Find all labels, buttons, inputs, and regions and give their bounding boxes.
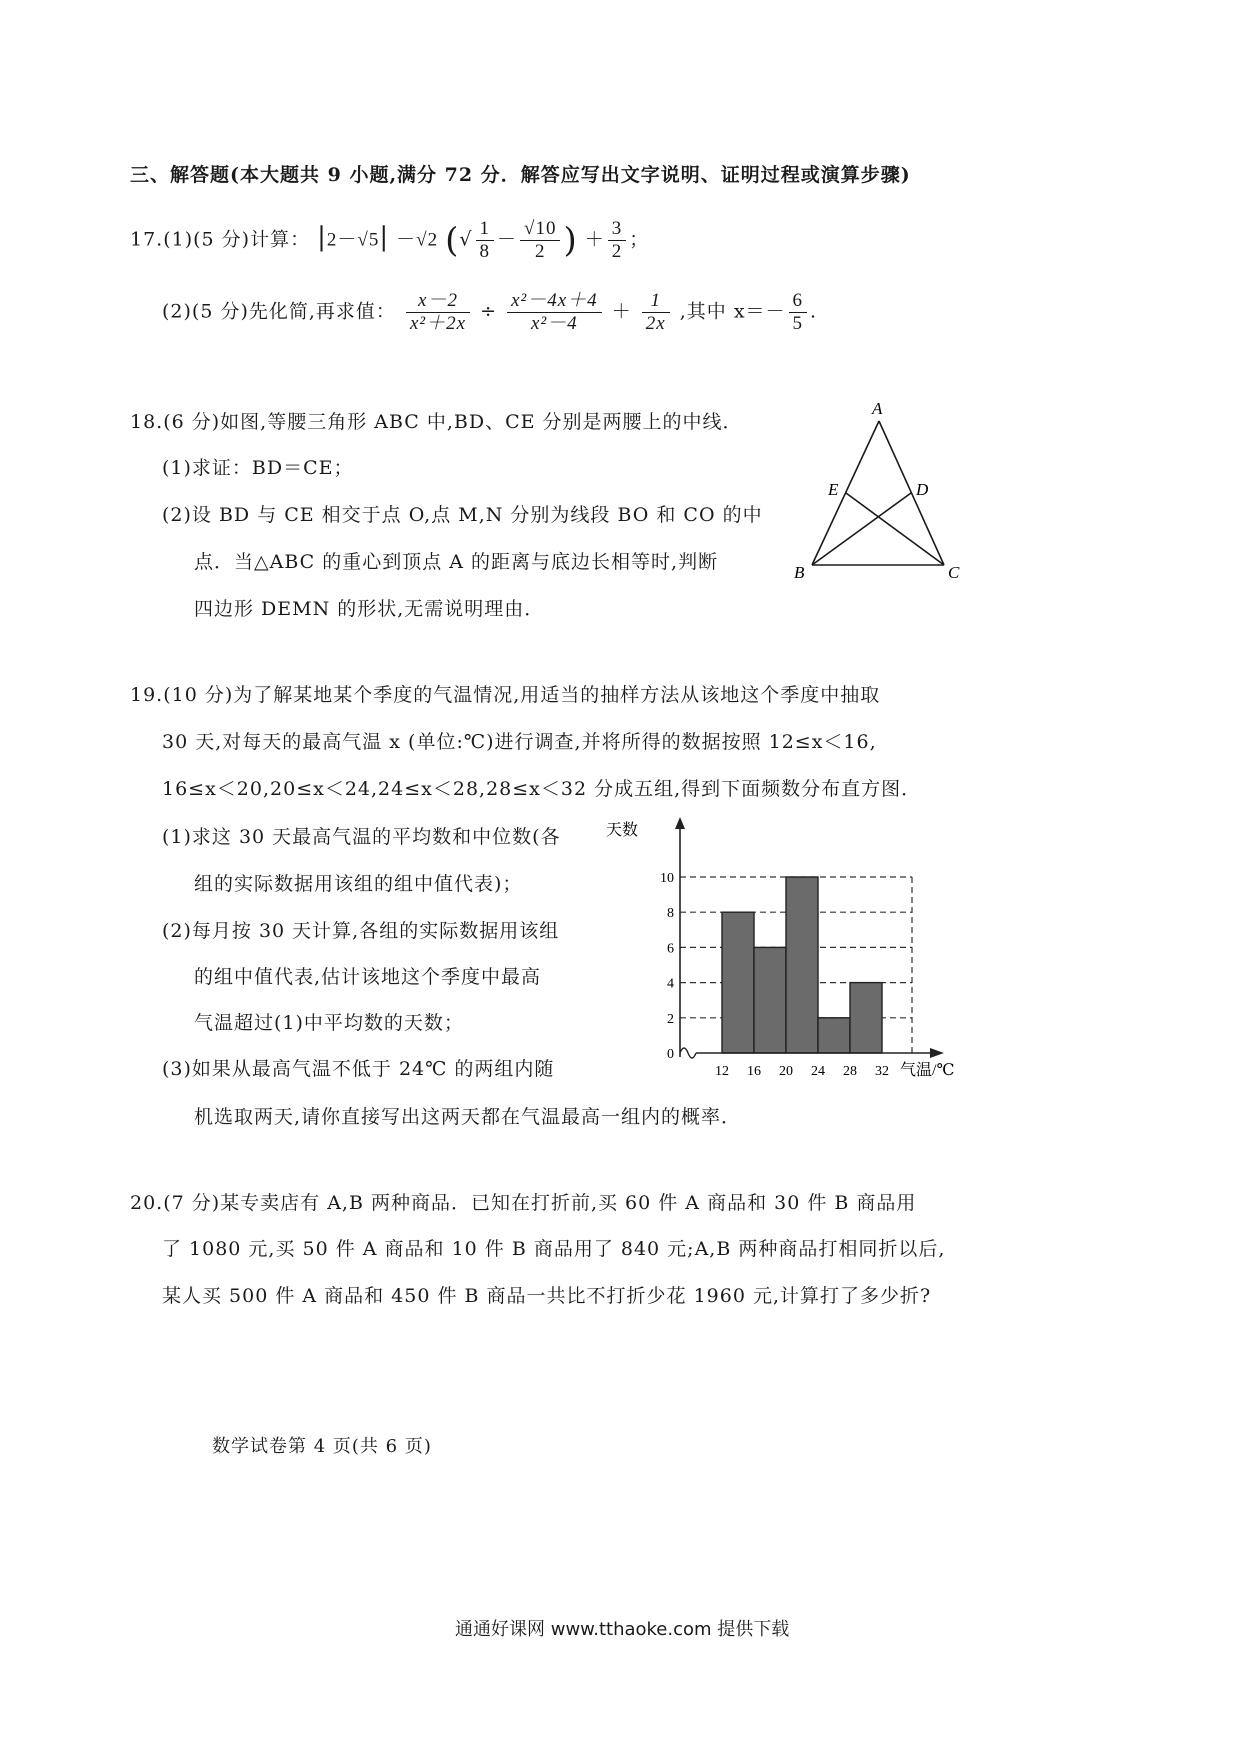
q17-part2 — [162, 290, 817, 335]
q17-plus: ＋ — [584, 228, 605, 251]
x-tick-32: 32 — [875, 1064, 889, 1079]
q19-sub2a: (2)每月按 30 天计算,各组的实际数据用该组 — [162, 920, 560, 942]
watermark-footer: 通通好课网 www.tthaoke.com 提供下载 — [455, 1619, 790, 1640]
y-tick-4: 4 — [667, 976, 674, 992]
q19-line1: 19.(10 分)为了解某地某个季度的气温情况,用适当的抽样方法从该地这个季度中抽取 — [130, 684, 881, 706]
q17-part1-end: ； — [629, 228, 650, 251]
q19-sub1a: (1)求这 30 天最高气温的平均数和中位数(各 — [162, 826, 561, 848]
q17-frac-sqrt10-2: $\frac{√10}{2}$ — [520, 218, 560, 263]
q17-part2-mid: ,其中 x＝－ — [679, 300, 786, 323]
q19-sub2b: 的组中值代表,估计该地这个季度中最高 — [194, 966, 542, 988]
label-a: A — [872, 399, 883, 418]
q17-part2-frac3: $\frac{1}{2x}$ — [642, 290, 670, 335]
q17-part2-frac2: $\frac{\text{x²－4x＋4}}{\text{x²－4}}$ — [507, 290, 602, 335]
y-tick-0: 0 — [667, 1047, 674, 1062]
q17-part1-prefix: 17.(1)(5 分)计算： — [130, 228, 311, 251]
q19-sub2c: 气温超过(1)中平均数的天数； — [194, 1012, 464, 1034]
q17-part2-prefix: (2)(5 分)先化简,再求值： — [162, 300, 396, 323]
histogram-chart — [600, 815, 960, 1085]
q19-sub1b: 组的实际数据用该组的组中值代表)； — [194, 873, 523, 895]
q19-sub3b: 机选取两天,请你直接写出这两天都在气温最高一组内的概率． — [194, 1106, 742, 1128]
q19-sub3a: (3)如果从最高气温不低于 24℃ 的两组内随 — [162, 1058, 555, 1080]
x-axis-arrow — [930, 1048, 944, 1058]
triangle-figure — [790, 395, 970, 585]
q18-line4: 点．当△ABC 的重心到顶点 A 的距离与底边长相等时,判断 — [194, 551, 719, 573]
x-tick-28: 28 — [843, 1064, 857, 1079]
q17-minus-sqrt2: －√2 — [396, 229, 439, 251]
q18-line1: 18.(6 分)如图,等腰三角形 ABC 中,BD、CE 分别是两腰上的中线． — [130, 411, 743, 433]
y-axis-label: 天数 — [606, 822, 639, 839]
page-footer: 数学试卷第 4 页(共 6 页) — [212, 1436, 432, 1457]
q17-frac-3-2: $\frac{3}{2}$ — [608, 218, 627, 263]
q19-line2: 30 天,对每天的最高气温 x (单位:℃)进行调查,并将所得的数据按照 12≤x＜16, — [162, 731, 877, 753]
side-ac — [879, 421, 944, 565]
label-d: D — [916, 480, 929, 499]
y-tick-10: 10 — [660, 871, 674, 886]
x-axis-label: 气温/℃ — [900, 1062, 955, 1079]
q17-plus2: ＋ — [611, 300, 632, 323]
q18-line2: (1)求证：BD＝CE； — [162, 457, 354, 479]
q20-line3: 某人买 500 件 A 商品和 450 件 B 商品一共比不打折少花 1960 元,计算打了多少折? — [162, 1285, 932, 1307]
axis-break — [680, 1048, 696, 1058]
q17-frac-1-8: $\frac{1}{8}$ — [476, 218, 495, 263]
q17-div: ÷ — [480, 300, 498, 323]
q20-line2: 了 1080 元,买 50 件 A 商品和 10 件 B 商品用了 840 元;A,B 两种商品打相同折以后, — [162, 1238, 946, 1260]
bar-12-16 — [722, 912, 754, 1053]
section-title: 三、解答题(本大题共 9 小题,满分 72 分．解答应写出文字说明、证明过程或演算步骤) — [130, 164, 911, 186]
bar-28-32 — [850, 983, 882, 1053]
q17-abs-expr: 2－√5 — [326, 229, 380, 251]
q18-line3: (2)设 BD 与 CE 相交于点 O,点 M,N 分别为线段 BO 和 CO 的中 — [162, 504, 763, 526]
bar-24-28 — [818, 1018, 850, 1053]
bar-16-20 — [754, 947, 786, 1053]
bar-20-24 — [786, 877, 818, 1053]
q17-part1: 17.(1)(5 分)计算： |2－√5| －√2 (√ $\frac{1}{8}$ － $\frac{√10}{2}$ ) ＋ $\frac{3}{2}$ ； — [130, 218, 650, 262]
q18-line5: 四边形 DEMN 的形状,无需说明理由． — [194, 598, 545, 620]
q17-part2-end: . — [810, 300, 818, 323]
x-tick-20: 20 — [779, 1064, 793, 1079]
x-tick-16: 16 — [747, 1064, 761, 1079]
label-c: C — [948, 563, 960, 582]
q20-line1: 20.(7 分)某专卖店有 A,B 两种商品．已知在打折前,买 60 件 A 商品和 30 件 B 商品用 — [130, 1192, 917, 1214]
y-tick-2: 2 — [667, 1011, 674, 1027]
q19-line3: 16≤x＜20,20≤x＜24,24≤x＜28,28≤x＜32 分成五组,得到下面频数分布直方图． — [162, 778, 922, 800]
q17-value-frac: $\frac{6}{5}$ — [789, 290, 808, 335]
q17-part2-frac1: $\frac{x-2}{\text{x²＋2x}}$ — [406, 290, 470, 335]
y-tick-6: 6 — [667, 941, 674, 957]
x-tick-24: 24 — [811, 1064, 825, 1079]
y-tick-8: 8 — [667, 906, 674, 922]
label-b: B — [794, 563, 805, 582]
label-e: E — [828, 480, 839, 499]
histogram-bars — [722, 877, 882, 1053]
x-tick-12: 12 — [715, 1064, 729, 1079]
y-axis-arrow — [675, 817, 685, 829]
side-ab — [812, 421, 879, 565]
